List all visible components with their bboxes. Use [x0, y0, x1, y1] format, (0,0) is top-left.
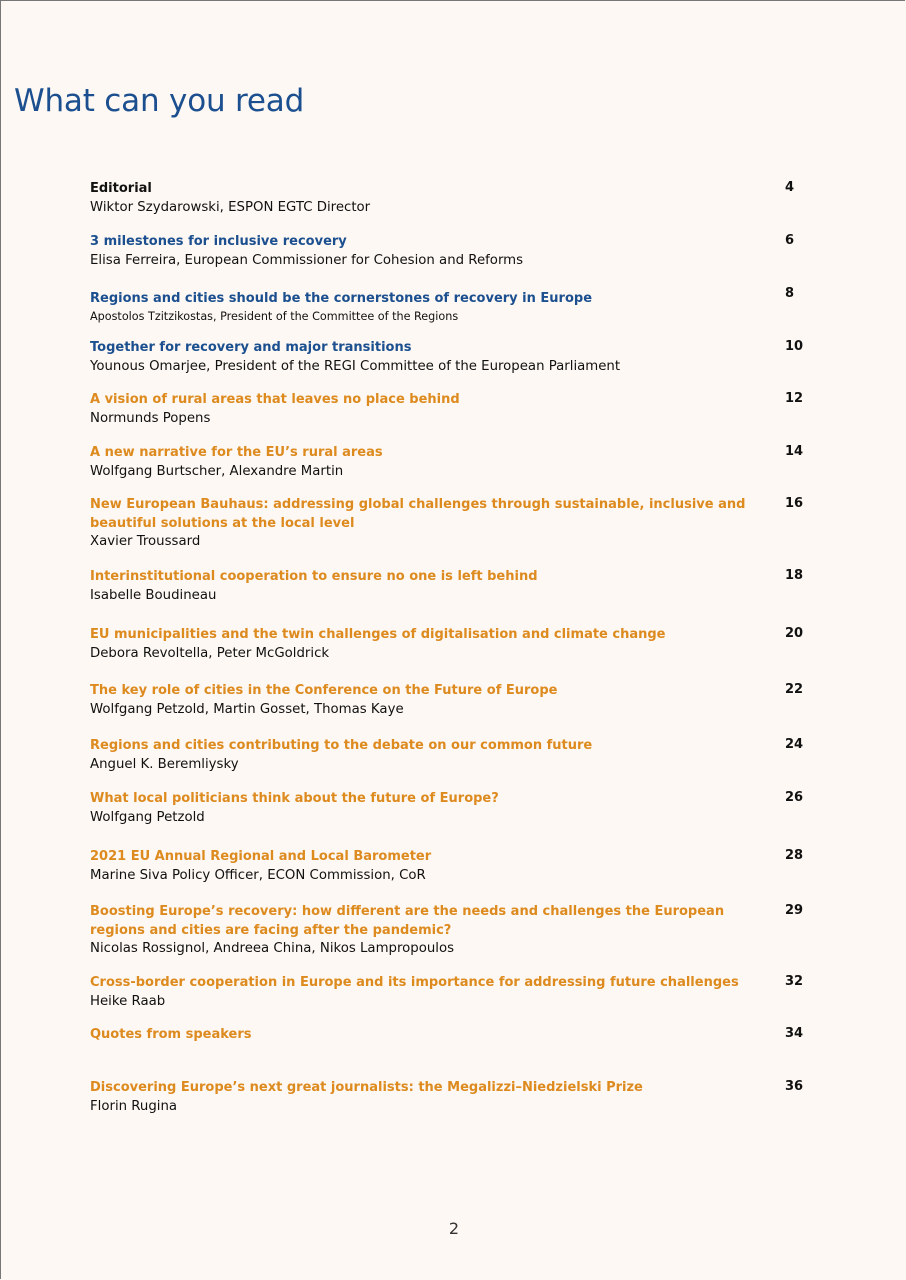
toc-entry-interinstitutional[interactable]: [90, 568, 820, 605]
toc-entry-title: Regions and cities should be the cornerstones of recovery in Europe: [90, 291, 593, 306]
toc-entry-page: 16: [785, 496, 804, 511]
toc-entry-title: 2021 EU Annual Regional and Local Barometer: [90, 849, 432, 864]
toc-entry-cities-conference[interactable]: [90, 682, 820, 719]
page-title: What can you read: [14, 83, 305, 119]
toc-entry-barometer[interactable]: [90, 848, 820, 885]
toc-entry-author: Wiktor Szydarowski, ESPON EGTC Director: [90, 199, 371, 215]
toc-entry-author: Nicolas Rossignol, Andreea China, Nikos Lampropoulos: [90, 941, 455, 956]
toc-entry-author: Heike Raab: [90, 993, 166, 1009]
toc-entry-page: 12: [785, 391, 804, 406]
toc-entry-title: What local politicians think about the future of Europe?: [90, 791, 499, 806]
toc-entry-page: 22: [785, 682, 804, 697]
toc-entry-page: 18: [785, 568, 804, 583]
toc-entry-title: A vision of rural areas that leaves no place behind: [90, 392, 460, 407]
toc-entry-rural-vision[interactable]: [90, 391, 820, 428]
toc-entry-author: Normunds Popens: [90, 410, 211, 426]
toc-entry-transitions[interactable]: [90, 339, 820, 376]
toc-entry-author: Wolfgang Petzold, Martin Gosset, Thomas Kaye: [90, 701, 404, 717]
toc-entry-page: 28: [785, 848, 804, 863]
page-number: 2: [448, 1219, 460, 1238]
toc-entry-author: Elisa Ferreira, European Commissioner for Cohesion and Reforms: [90, 252, 524, 268]
toc-entry-page: 34: [785, 1026, 804, 1041]
toc-entry-journalists-prize[interactable]: [90, 1079, 820, 1116]
toc-entry-quotes[interactable]: [90, 1026, 820, 1045]
toc-entry-bauhaus[interactable]: [90, 496, 820, 552]
toc-entry-page: 20: [785, 626, 804, 641]
toc-entry-title: New European Bauhaus: addressing global challenges through sustainable, inclusive and beautiful solutions at the local level: [90, 497, 746, 531]
toc-entry-author: Wolfgang Burtscher, Alexandre Martin: [90, 463, 344, 479]
toc-entry-author: Isabelle Boudineau: [90, 587, 217, 603]
toc-entry-title: Boosting Europe’s recovery: how different are the needs and challenges the European regions and cities are facing after the pandemic?: [90, 904, 725, 938]
toc-entry-title: Cross-border cooperation in Europe and its importance for addressing future challenges: [90, 975, 739, 990]
toc-entry-page: 29: [785, 903, 804, 918]
toc-entry-title: Quotes from speakers: [90, 1027, 252, 1042]
toc-entry-editorial[interactable]: [90, 180, 820, 217]
toc-entry-author: Xavier Troussard: [90, 534, 201, 549]
toc-entry-page: 6: [785, 233, 795, 248]
toc-entry-page: 8: [785, 286, 795, 301]
toc-entry-boosting-recovery[interactable]: [90, 903, 820, 959]
toc-entry-title: Together for recovery and major transitions: [90, 340, 412, 355]
toc-entry-municipalities[interactable]: [90, 626, 820, 663]
toc-entry-title: Regions and cities contributing to the debate on our common future: [90, 738, 593, 753]
toc-entry-rural-narrative[interactable]: [90, 444, 820, 481]
toc-entry-page: 14: [785, 444, 804, 459]
toc-entry-page: 24: [785, 737, 804, 752]
toc-entry-title: EU municipalities and the twin challenges of digitalisation and climate change: [90, 627, 666, 642]
toc-entry-author: Wolfgang Petzold: [90, 809, 205, 825]
toc-entry-author: Younous Omarjee, President of the REGI Committee of the European Parliament: [90, 358, 621, 374]
toc-entry-cornerstones[interactable]: [90, 286, 820, 324]
toc-entry-author: Debora Revoltella, Peter McGoldrick: [90, 645, 330, 661]
toc-entry-cross-border[interactable]: [90, 974, 820, 1011]
toc-entry-author: Anguel K. Beremliysky: [90, 756, 239, 772]
toc-entry-local-politicians[interactable]: [90, 790, 820, 827]
toc-entry-page: 26: [785, 790, 804, 805]
toc-entry-page: 36: [785, 1079, 804, 1094]
toc-entry-author: Apostolos Tzitzikostas, President of the Committee of the Regions: [90, 309, 459, 323]
toc-entry-page: 10: [785, 339, 804, 354]
toc-entry-milestones[interactable]: [90, 233, 820, 270]
toc-entry-author: Marine Siva Policy Officer, ECON Commission, CoR: [90, 867, 426, 883]
toc-entry-title: Discovering Europe’s next great journalists: the Megalizzi–Niedzielski Prize: [90, 1080, 643, 1095]
toc-entry-title: The key role of cities in the Conference on the Future of Europe: [90, 683, 558, 698]
toc-entry-title: Editorial: [90, 181, 152, 196]
toc-entry-page: 32: [785, 974, 804, 989]
toc-entry-page: 4: [785, 180, 795, 195]
toc-entry-title: 3 milestones for inclusive recovery: [90, 234, 347, 249]
toc-entry-author: Florin Rugina: [90, 1098, 178, 1114]
toc-entry-title: A new narrative for the EU’s rural areas: [90, 445, 383, 460]
toc-entry-title: Interinstitutional cooperation to ensure no one is left behind: [90, 569, 538, 584]
toc-entry-common-future[interactable]: [90, 737, 820, 774]
